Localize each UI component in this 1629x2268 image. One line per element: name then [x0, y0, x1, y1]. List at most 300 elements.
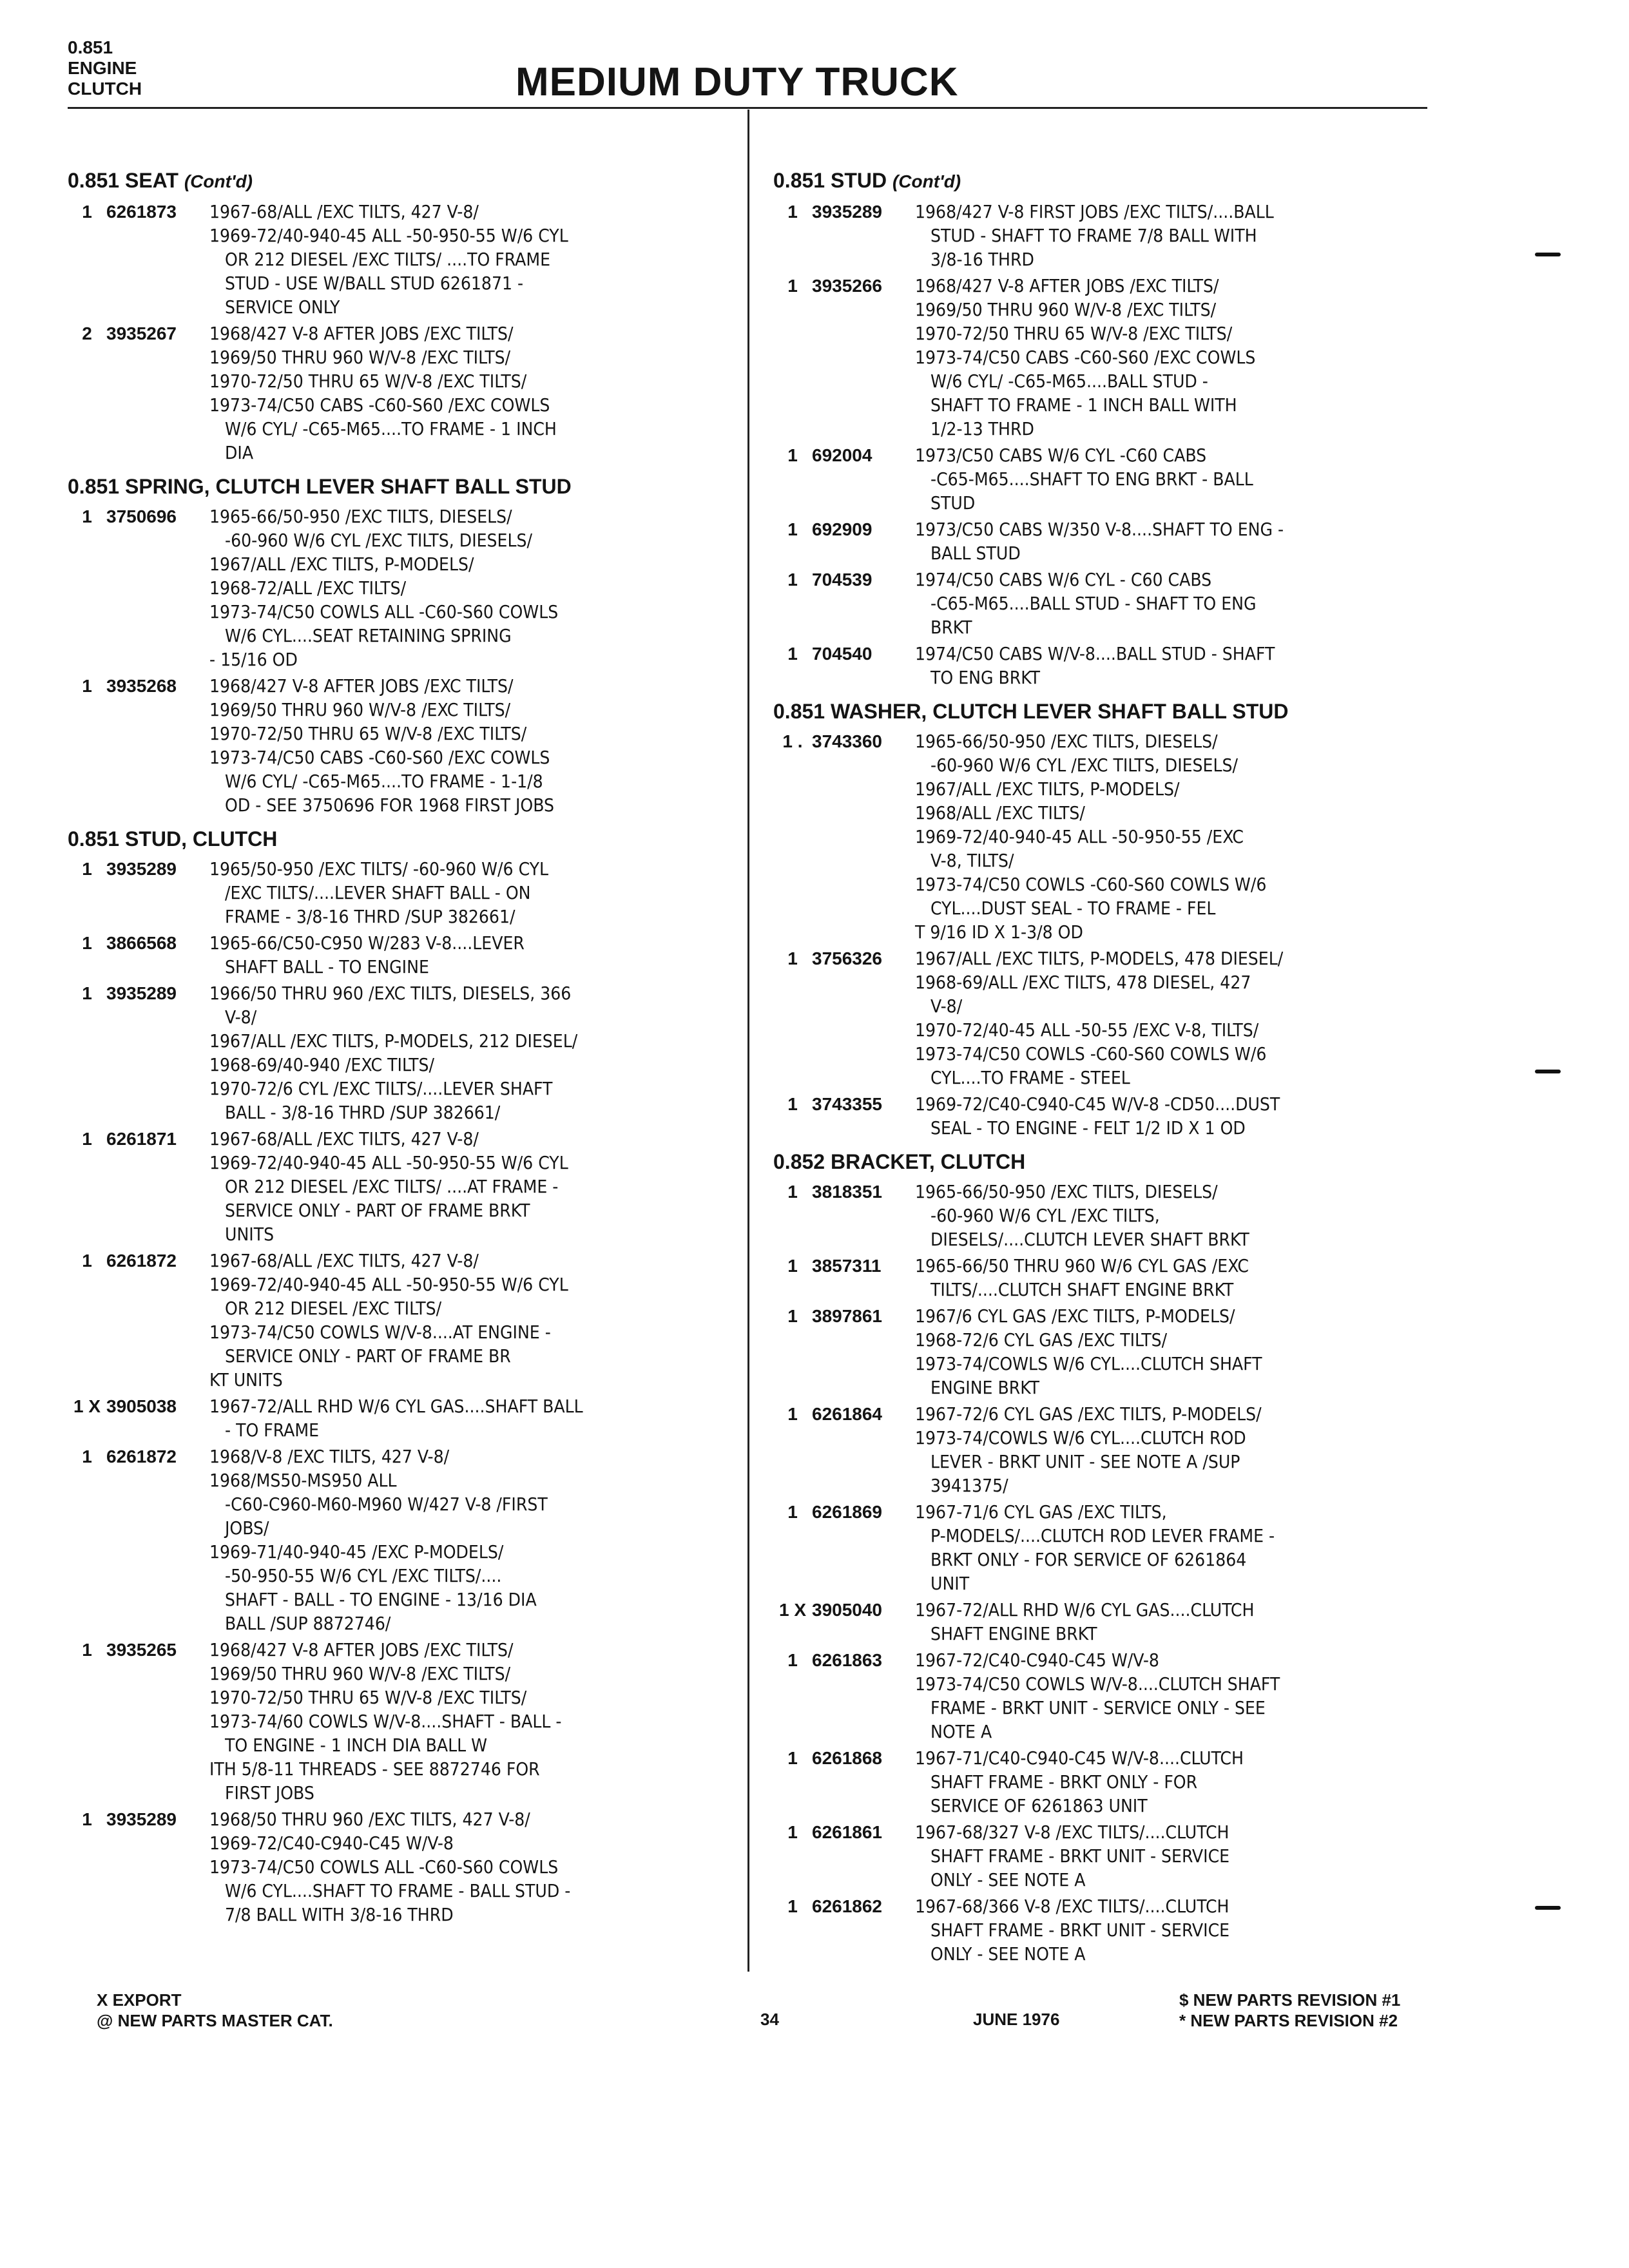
- part-number: 6261868: [812, 1748, 883, 1768]
- application-notes: [209, 505, 738, 671]
- application-line: SHAFT - BALL - TO ENGINE - 13/16 DIA: [209, 1589, 537, 1610]
- application-line: 1965-66/50-950 /EXC TILTS, DIESELS/: [209, 506, 512, 527]
- application-line: SHAFT FRAME - BRKT UNIT - SERVICE: [915, 1845, 1230, 1867]
- application-line: 1/2-13 THRD: [915, 418, 1034, 439]
- application-line: W/6 CYL....SHAFT TO FRAME - BALL STUD -: [209, 1880, 571, 1901]
- part-number: 3818351: [812, 1182, 883, 1202]
- application-line: 1970-72/50 THRU 65 W/V-8 /EXC TILTS/: [209, 370, 527, 392]
- part-number: 6261862: [812, 1896, 883, 1916]
- application-line: STUD - USE W/BALL STUD 6261871 -: [209, 273, 524, 294]
- application-line: 1968/427 V-8 AFTER JOBS /EXC TILTS/: [209, 675, 514, 697]
- part-number: 3905040: [812, 1600, 883, 1620]
- section-heading: [68, 826, 738, 852]
- application-line: SERVICE ONLY: [209, 296, 340, 318]
- application-line: 1968/427 V-8 AFTER JOBS /EXC TILTS/: [209, 1639, 514, 1660]
- application-line: 1974/C50 CABS W/V-8....BALL STUD - SHAFT: [915, 643, 1275, 664]
- application-line: 1967-72/ALL RHD W/6 CYL GAS....CLUTCH: [915, 1599, 1255, 1620]
- part-entry: [68, 1807, 738, 1927]
- part-number: 3743360: [812, 731, 883, 751]
- application-line: BRKT: [915, 617, 972, 638]
- application-line: OR 212 DIESEL /EXC TILTS/: [209, 1298, 442, 1319]
- quantity: 1: [82, 676, 92, 696]
- part-entry: [773, 1180, 1443, 1251]
- quantity: 2: [82, 323, 92, 343]
- application-line: 1969/50 THRU 960 W/V-8 /EXC TILTS/: [915, 299, 1217, 320]
- part-entry: [773, 1254, 1443, 1302]
- quantity: 1: [787, 1896, 798, 1916]
- part-number: 3905038: [106, 1396, 177, 1416]
- application-line: KT UNITS: [209, 1369, 283, 1390]
- margin-mark: [1535, 1906, 1561, 1910]
- footer-note: * NEW PARTS REVISION #2: [1179, 2011, 1398, 2030]
- quantity: 1: [787, 202, 798, 222]
- application-line: 1970-72/40-45 ALL -50-55 /EXC V-8, TILTS/: [915, 1019, 1259, 1041]
- application-notes: [915, 1746, 1443, 1818]
- part-number: 3866568: [106, 933, 177, 953]
- part-number: 6261872: [106, 1251, 177, 1271]
- part-entry: [68, 857, 738, 928]
- section-heading-text: 0.851 SPRING, CLUTCH LEVER SHAFT BALL STUD: [68, 475, 572, 498]
- part-entry: [68, 1249, 738, 1392]
- application-line: UNITS: [209, 1224, 275, 1245]
- part-number: 3857311: [812, 1256, 882, 1276]
- section-heading-text: 0.851 SEAT: [68, 169, 178, 192]
- part-number: 6261861: [812, 1822, 883, 1842]
- application-line: OR 212 DIESEL /EXC TILTS/ ....TO FRAME: [209, 249, 551, 270]
- part-entry: [773, 1092, 1443, 1140]
- application-line: 1973-74/C50 COWLS W/V-8....AT ENGINE -: [209, 1321, 551, 1343]
- application-notes: [209, 1127, 738, 1246]
- application-line: 1965-66/50-950 /EXC TILTS, DIESELS/: [915, 731, 1218, 752]
- application-line: STUD - SHAFT TO FRAME 7/8 BALL WITH: [915, 225, 1257, 246]
- application-line: ITH 5/8-11 THREADS - SEE 8872746 FOR: [209, 1758, 540, 1780]
- application-line: ONLY - SEE NOTE A: [915, 1869, 1086, 1890]
- part-number: 692909: [812, 519, 872, 539]
- part-entry: [68, 1445, 738, 1635]
- application-line: 1968-69/ALL /EXC TILTS, 478 DIESEL, 427: [915, 972, 1251, 993]
- application-line: STUD: [915, 492, 976, 514]
- application-line: 1973-74/C50 COWLS ALL -C60-S60 COWLS: [209, 1856, 559, 1878]
- part-entry: [773, 1648, 1443, 1744]
- application-line: 1966/50 THRU 960 /EXC TILTS, DIESELS, 366: [209, 983, 572, 1004]
- part-number: 3935289: [106, 1809, 177, 1829]
- part-entry: [773, 200, 1443, 271]
- application-line: OR 212 DIESEL /EXC TILTS/ ....AT FRAME -: [209, 1176, 559, 1197]
- part-number: 3935289: [812, 202, 883, 222]
- quantity: 1: [82, 1446, 92, 1466]
- application-line: - TO FRAME: [209, 1419, 320, 1441]
- publication-date: JUNE 1976: [973, 2010, 1060, 2029]
- application-line: CYL....DUST SEAL - TO FRAME - FEL: [915, 898, 1216, 919]
- application-notes: [209, 1807, 738, 1927]
- part-number: 6261864: [812, 1404, 883, 1424]
- application-line: 1973-74/C50 CABS -C60-S60 /EXC COWLS: [209, 747, 550, 768]
- application-notes: [209, 1394, 738, 1442]
- application-notes: [915, 1598, 1443, 1646]
- application-notes: [915, 1500, 1443, 1595]
- application-line: FRAME - 3/8-16 THRD /SUP 382661/: [209, 906, 516, 927]
- part-entry: [773, 947, 1443, 1090]
- application-line: 1967/ALL /EXC TILTS, P-MODELS, 212 DIESEL/: [209, 1030, 578, 1052]
- application-line: 1973-74/60 COWLS W/V-8....SHAFT - BALL -: [209, 1711, 562, 1732]
- application-line: 1969-71/40-940-45 /EXC P-MODELS/: [209, 1541, 504, 1562]
- application-line: FRAME - BRKT UNIT - SERVICE ONLY - SEE: [915, 1697, 1266, 1718]
- application-line: 1969-72/C40-C940-C45 W/V-8: [209, 1832, 454, 1854]
- part-entry: [773, 729, 1443, 944]
- application-notes: [915, 1254, 1443, 1302]
- application-line: 1970-72/50 THRU 65 W/V-8 /EXC TILTS/: [209, 723, 527, 744]
- application-line: 1973-74/COWLS W/6 CYL....CLUTCH ROD: [915, 1427, 1246, 1448]
- section-heading: [773, 168, 1443, 195]
- application-line: 1968/50 THRU 960 /EXC TILTS, 427 V-8/: [209, 1809, 530, 1830]
- part-entry: [68, 1127, 738, 1246]
- application-notes: [209, 1249, 738, 1392]
- column-divider: [747, 110, 749, 1972]
- application-line: SHAFT FRAME - BRKT UNIT - SERVICE: [915, 1919, 1230, 1941]
- application-line: FIRST JOBS: [209, 1782, 314, 1803]
- footer-note: X EXPORT: [97, 1990, 182, 2010]
- application-line: 1968-69/40-940 /EXC TILTS/: [209, 1054, 434, 1075]
- application-line: 1968/427 V-8 AFTER JOBS /EXC TILTS/: [209, 323, 514, 344]
- part-entry: [773, 1746, 1443, 1818]
- part-entry: [68, 1638, 738, 1805]
- part-number: 3756326: [812, 948, 883, 968]
- quantity: 1: [787, 519, 798, 539]
- quantity: 1: [82, 202, 92, 222]
- part-number: 6261873: [106, 202, 177, 222]
- application-line: W/6 CYL/ -C65-M65....TO FRAME - 1-1/8: [209, 771, 543, 792]
- application-line: W/6 CYL....SEAT RETAINING SPRING: [209, 625, 512, 646]
- part-number: 3743355: [812, 1094, 883, 1114]
- section-heading: [68, 474, 738, 499]
- application-line: DIA: [209, 442, 254, 463]
- application-line: -60-960 W/6 CYL /EXC TILTS, DIESELS/: [209, 530, 532, 551]
- application-line: 1967-72/6 CYL GAS /EXC TILTS, P-MODELS/: [915, 1403, 1262, 1425]
- application-line: 1969-72/C40-C940-C45 W/V-8 -CD50....DUST: [915, 1093, 1280, 1115]
- application-line: UNIT: [915, 1573, 970, 1594]
- application-line: 1969-72/40-940-45 ALL -50-950-55 /EXC: [915, 826, 1244, 847]
- section-code: [68, 37, 142, 99]
- application-line: 1970-72/6 CYL /EXC TILTS/....LEVER SHAFT: [209, 1078, 553, 1099]
- application-line: 1967-68/327 V-8 /EXC TILTS/....CLUTCH: [915, 1821, 1229, 1843]
- quantity: 1: [787, 1650, 798, 1670]
- parts-section: [68, 826, 738, 1927]
- application-line: 3/8-16 THRD: [915, 249, 1034, 270]
- application-line: LEVER - BRKT UNIT - SEE NOTE A /SUP: [915, 1451, 1240, 1472]
- quantity: 1: [82, 506, 92, 526]
- part-entry: [68, 505, 738, 671]
- part-entry: [773, 443, 1443, 515]
- part-entry: [773, 642, 1443, 689]
- quantity: 1: [787, 445, 798, 465]
- margin-mark: [1535, 1070, 1561, 1073]
- application-line: -50-950-55 W/6 CYL /EXC TILTS/....: [209, 1565, 502, 1586]
- application-line: 1969/50 THRU 960 W/V-8 /EXC TILTS/: [209, 1663, 511, 1684]
- part-number: 3935266: [812, 276, 883, 296]
- application-notes: [915, 274, 1443, 441]
- part-number: 704539: [812, 570, 872, 590]
- application-line: 1965/50-950 /EXC TILTS/ -60-960 W/6 CYL: [209, 858, 549, 879]
- application-notes: [209, 857, 738, 928]
- application-notes: [209, 1638, 738, 1805]
- application-line: 1969-72/40-940-45 ALL -50-950-55 W/6 CYL: [209, 1274, 568, 1295]
- application-line: T 9/16 ID X 1-3/8 OD: [915, 921, 1083, 943]
- part-number: 3935289: [106, 983, 177, 1003]
- application-line: /EXC TILTS/....LEVER SHAFT BALL - ON: [209, 882, 531, 903]
- application-line: 1968/427 V-8 AFTER JOBS /EXC TILTS/: [915, 275, 1219, 296]
- application-line: OD - SEE 3750696 FOR 1968 FIRST JOBS: [209, 794, 555, 816]
- application-notes: [915, 1180, 1443, 1251]
- section-heading-text: 0.852 BRACKET, CLUTCH: [773, 1150, 1026, 1173]
- application-line: V-8/: [209, 1006, 257, 1028]
- quantity: 1: [787, 1502, 798, 1522]
- corner-line: ENGINE: [68, 58, 137, 78]
- part-entry: [68, 931, 738, 979]
- application-notes: [209, 674, 738, 817]
- application-line: SEAL - TO ENGINE - FELT 1/2 ID X 1 OD: [915, 1117, 1246, 1139]
- quantity: 1: [82, 933, 92, 953]
- continued-label: (Cont'd): [184, 171, 253, 191]
- part-entry: [68, 322, 738, 465]
- part-entry: [773, 517, 1443, 565]
- application-notes: [915, 1304, 1443, 1399]
- application-line: -60-960 W/6 CYL /EXC TILTS,: [915, 1205, 1160, 1226]
- application-line: 1973-74/COWLS W/6 CYL....CLUTCH SHAFT: [915, 1353, 1262, 1374]
- application-line: 1973-74/C50 CABS -C60-S60 /EXC COWLS: [915, 347, 1256, 368]
- application-line: 1974/C50 CABS W/6 CYL - C60 CABS: [915, 569, 1212, 590]
- application-line: 1973/C50 CABS W/6 CYL -C60 CABS: [915, 445, 1207, 466]
- quantity: 1: [787, 1094, 798, 1114]
- application-line: SHAFT ENGINE BRKT: [915, 1623, 1097, 1644]
- part-entry: [773, 568, 1443, 639]
- application-notes: [915, 517, 1443, 565]
- section-heading: [773, 1149, 1443, 1175]
- parts-section: [773, 168, 1443, 689]
- part-entry: [68, 981, 738, 1124]
- application-line: 1968/ALL /EXC TILTS/: [915, 802, 1085, 823]
- application-line: 1970-72/50 THRU 65 W/V-8 /EXC TILTS/: [915, 323, 1233, 344]
- application-line: 1969-72/40-940-45 ALL -50-950-55 W/6 CYL: [209, 225, 568, 246]
- quantity: 1: [787, 1822, 798, 1842]
- quantity: 1: [82, 1809, 92, 1829]
- left-column: [68, 161, 738, 1936]
- section-heading-text: 0.851 WASHER, CLUTCH LEVER SHAFT BALL STUD: [773, 700, 1289, 723]
- application-line: 1973-74/C50 COWLS -C60-S60 COWLS W/6: [915, 1043, 1267, 1064]
- application-line: 1967/6 CYL GAS /EXC TILTS, P-MODELS/: [915, 1305, 1235, 1327]
- part-entry: [773, 1500, 1443, 1595]
- footer-note: $ NEW PARTS REVISION #1: [1179, 1990, 1401, 2010]
- application-line: BRKT ONLY - FOR SERVICE OF 6261864: [915, 1549, 1247, 1570]
- application-line: 1968-72/6 CYL GAS /EXC TILTS/: [915, 1329, 1168, 1350]
- corner-line: CLUTCH: [68, 79, 142, 99]
- application-notes: [915, 1648, 1443, 1744]
- quantity: 1: [787, 1256, 798, 1276]
- application-line: DIESELS/....CLUTCH LEVER SHAFT BRKT: [915, 1229, 1249, 1250]
- application-line: V-8, TILTS/: [915, 850, 1014, 871]
- quantity: 1: [787, 570, 798, 590]
- application-line: ONLY - SEE NOTE A: [915, 1943, 1086, 1965]
- application-line: 1967-68/ALL /EXC TILTS, 427 V-8/: [209, 1128, 479, 1149]
- quantity: 1: [787, 1748, 798, 1768]
- application-line: 1967-71/C40-C940-C45 W/V-8....CLUTCH: [915, 1747, 1244, 1769]
- application-line: 3941375/: [915, 1475, 1008, 1496]
- footer-note: @ NEW PARTS MASTER CAT.: [97, 2011, 333, 2030]
- quantity: 1: [787, 644, 798, 664]
- application-line: W/6 CYL/ -C65-M65....TO FRAME - 1 INCH: [209, 418, 557, 439]
- application-line: 1967-72/ALL RHD W/6 CYL GAS....SHAFT BALL: [209, 1396, 583, 1417]
- part-number: 692004: [812, 445, 872, 465]
- application-line: CYL....TO FRAME - STEEL: [915, 1067, 1130, 1088]
- application-notes: [209, 200, 738, 319]
- part-entry: [773, 1402, 1443, 1497]
- application-line: BALL - 3/8-16 THRD /SUP 382661/: [209, 1102, 501, 1123]
- quantity: 1: [82, 1129, 92, 1149]
- quantity: 1 .: [782, 731, 803, 751]
- application-notes: [915, 729, 1443, 944]
- application-notes: [915, 1820, 1443, 1892]
- part-number: 704540: [812, 644, 872, 664]
- application-line: W/6 CYL/ -C65-M65....BALL STUD -: [915, 370, 1208, 392]
- application-line: 1968/427 V-8 FIRST JOBS /EXC TILTS/....BALL: [915, 201, 1274, 222]
- application-line: 1967/ALL /EXC TILTS, P-MODELS, 478 DIESEL/: [915, 948, 1284, 969]
- quantity: 1 X: [73, 1396, 101, 1416]
- application-line: 1967-71/6 CYL GAS /EXC TILTS,: [915, 1501, 1167, 1523]
- quantity: 1: [82, 859, 92, 879]
- application-line: SHAFT TO FRAME - 1 INCH BALL WITH: [915, 394, 1237, 416]
- quantity: 1: [787, 1404, 798, 1424]
- parts-section: [68, 474, 738, 817]
- application-line: 1967/ALL /EXC TILTS, P-MODELS/: [915, 778, 1180, 800]
- part-number: 6261872: [106, 1446, 177, 1466]
- application-notes: [209, 322, 738, 465]
- parts-section: [68, 168, 738, 465]
- section-heading: [773, 698, 1443, 724]
- quantity: 1: [787, 1182, 798, 1202]
- application-line: -C65-M65....SHAFT TO ENG BRKT - BALL: [915, 468, 1253, 490]
- footer-legend-left: [97, 1990, 333, 2031]
- application-line: TILTS/....CLUTCH SHAFT ENGINE BRKT: [915, 1279, 1234, 1300]
- section-heading-text: 0.851 STUD: [773, 169, 887, 192]
- continued-label: (Cont'd): [892, 171, 961, 191]
- application-notes: [209, 1445, 738, 1635]
- application-line: 1973-74/C50 COWLS W/V-8....CLUTCH SHAFT: [915, 1673, 1280, 1695]
- application-line: TO ENGINE - 1 INCH DIA BALL W: [209, 1735, 488, 1756]
- application-line: SERVICE ONLY - PART OF FRAME BR: [209, 1345, 511, 1367]
- application-line: - 15/16 OD: [209, 649, 298, 670]
- part-number: 6261863: [812, 1650, 883, 1670]
- application-line: JOBS/: [209, 1517, 269, 1539]
- section-heading-text: 0.851 STUD, CLUTCH: [68, 827, 278, 850]
- application-notes: [915, 568, 1443, 639]
- application-notes: [209, 981, 738, 1124]
- application-line: 1967-68/366 V-8 /EXC TILTS/....CLUTCH: [915, 1896, 1229, 1917]
- part-entry: [68, 200, 738, 319]
- part-entry: [773, 274, 1443, 441]
- application-line: 1969-72/40-940-45 ALL -50-950-55 W/6 CYL: [209, 1152, 568, 1173]
- part-number: 3935289: [106, 859, 177, 879]
- application-line: BALL STUD: [915, 543, 1021, 564]
- application-line: 1967-68/ALL /EXC TILTS, 427 V-8/: [209, 201, 479, 222]
- application-line: P-MODELS/....CLUTCH ROD LEVER FRAME -: [915, 1525, 1275, 1546]
- quantity: 1: [82, 983, 92, 1003]
- part-number: 3750696: [106, 506, 177, 526]
- part-number: 6261871: [106, 1129, 177, 1149]
- application-line: SERVICE ONLY - PART OF FRAME BRKT: [209, 1200, 530, 1221]
- section-heading: [68, 168, 738, 195]
- part-entry: [68, 674, 738, 817]
- application-line: 1969/50 THRU 960 W/V-8 /EXC TILTS/: [209, 347, 511, 368]
- page-number: 34: [760, 2010, 779, 2029]
- application-line: 1967-68/ALL /EXC TILTS, 427 V-8/: [209, 1250, 479, 1271]
- application-line: 1965-66/C50-C950 W/283 V-8....LEVER: [209, 932, 525, 954]
- application-line: TO ENG BRKT: [915, 667, 1040, 688]
- quantity: 1: [787, 948, 798, 968]
- quantity: 1 X: [778, 1600, 807, 1620]
- application-line: ENGINE BRKT: [915, 1377, 1039, 1398]
- application-line: 1973-74/C50 COWLS -C60-S60 COWLS W/6: [915, 874, 1267, 895]
- application-line: 1965-66/50-950 /EXC TILTS, DIESELS/: [915, 1181, 1218, 1202]
- application-notes: [915, 1402, 1443, 1497]
- part-entry: [773, 1598, 1443, 1646]
- application-notes: [915, 443, 1443, 515]
- application-notes: [915, 947, 1443, 1090]
- application-notes: [915, 642, 1443, 689]
- footer-legend-right: [1179, 1990, 1400, 2031]
- application-line: 1967-72/C40-C940-C45 W/V-8: [915, 1649, 1159, 1671]
- application-line: BALL /SUP 8872746/: [209, 1613, 391, 1634]
- part-entry: [773, 1894, 1443, 1966]
- part-number: 3897861: [812, 1306, 883, 1326]
- part-number: 3935265: [106, 1640, 177, 1660]
- application-line: 1968/V-8 /EXC TILTS, 427 V-8/: [209, 1446, 450, 1467]
- application-line: 1968/MS50-MS950 ALL: [209, 1470, 397, 1491]
- application-line: 1973-74/C50 COWLS ALL -C60-S60 COWLS: [209, 601, 559, 622]
- page-title: MEDIUM DUTY TRUCK: [516, 60, 959, 104]
- application-line: 1967/ALL /EXC TILTS, P-MODELS/: [209, 553, 474, 575]
- header-rule: [68, 107, 1427, 109]
- parts-section: [773, 1149, 1443, 1966]
- application-line: 7/8 BALL WITH 3/8-16 THRD: [209, 1904, 454, 1925]
- quantity: 1: [82, 1251, 92, 1271]
- application-line: SHAFT BALL - TO ENGINE: [209, 956, 429, 977]
- part-number: 6261869: [812, 1502, 883, 1522]
- quantity: 1: [787, 1306, 798, 1326]
- corner-line: 0.851: [68, 37, 113, 57]
- parts-section: [773, 698, 1443, 1140]
- part-entry: [773, 1820, 1443, 1892]
- part-number: 3935268: [106, 676, 177, 696]
- quantity: 1: [82, 1640, 92, 1660]
- application-line: 1965-66/50 THRU 960 W/6 CYL GAS /EXC: [915, 1255, 1249, 1276]
- application-line: 1968-72/ALL /EXC TILTS/: [209, 577, 407, 599]
- application-line: 1973-74/C50 CABS -C60-S60 /EXC COWLS: [209, 394, 550, 416]
- margin-mark: [1535, 253, 1561, 256]
- application-line: 1970-72/50 THRU 65 W/V-8 /EXC TILTS/: [209, 1687, 527, 1708]
- application-line: -C65-M65....BALL STUD - SHAFT TO ENG: [915, 593, 1257, 614]
- application-notes: [209, 931, 738, 979]
- application-line: 1969/50 THRU 960 W/V-8 /EXC TILTS/: [209, 699, 511, 720]
- application-line: V-8/: [915, 995, 963, 1017]
- application-notes: [915, 1894, 1443, 1966]
- right-column: [773, 161, 1443, 1975]
- part-number: 3935267: [106, 323, 177, 343]
- quantity: 1: [787, 276, 798, 296]
- application-notes: [915, 1092, 1443, 1140]
- application-line: SERVICE OF 6261863 UNIT: [915, 1795, 1148, 1816]
- application-notes: [915, 200, 1443, 271]
- application-line: -60-960 W/6 CYL /EXC TILTS, DIESELS/: [915, 754, 1238, 776]
- application-line: NOTE A: [915, 1721, 992, 1742]
